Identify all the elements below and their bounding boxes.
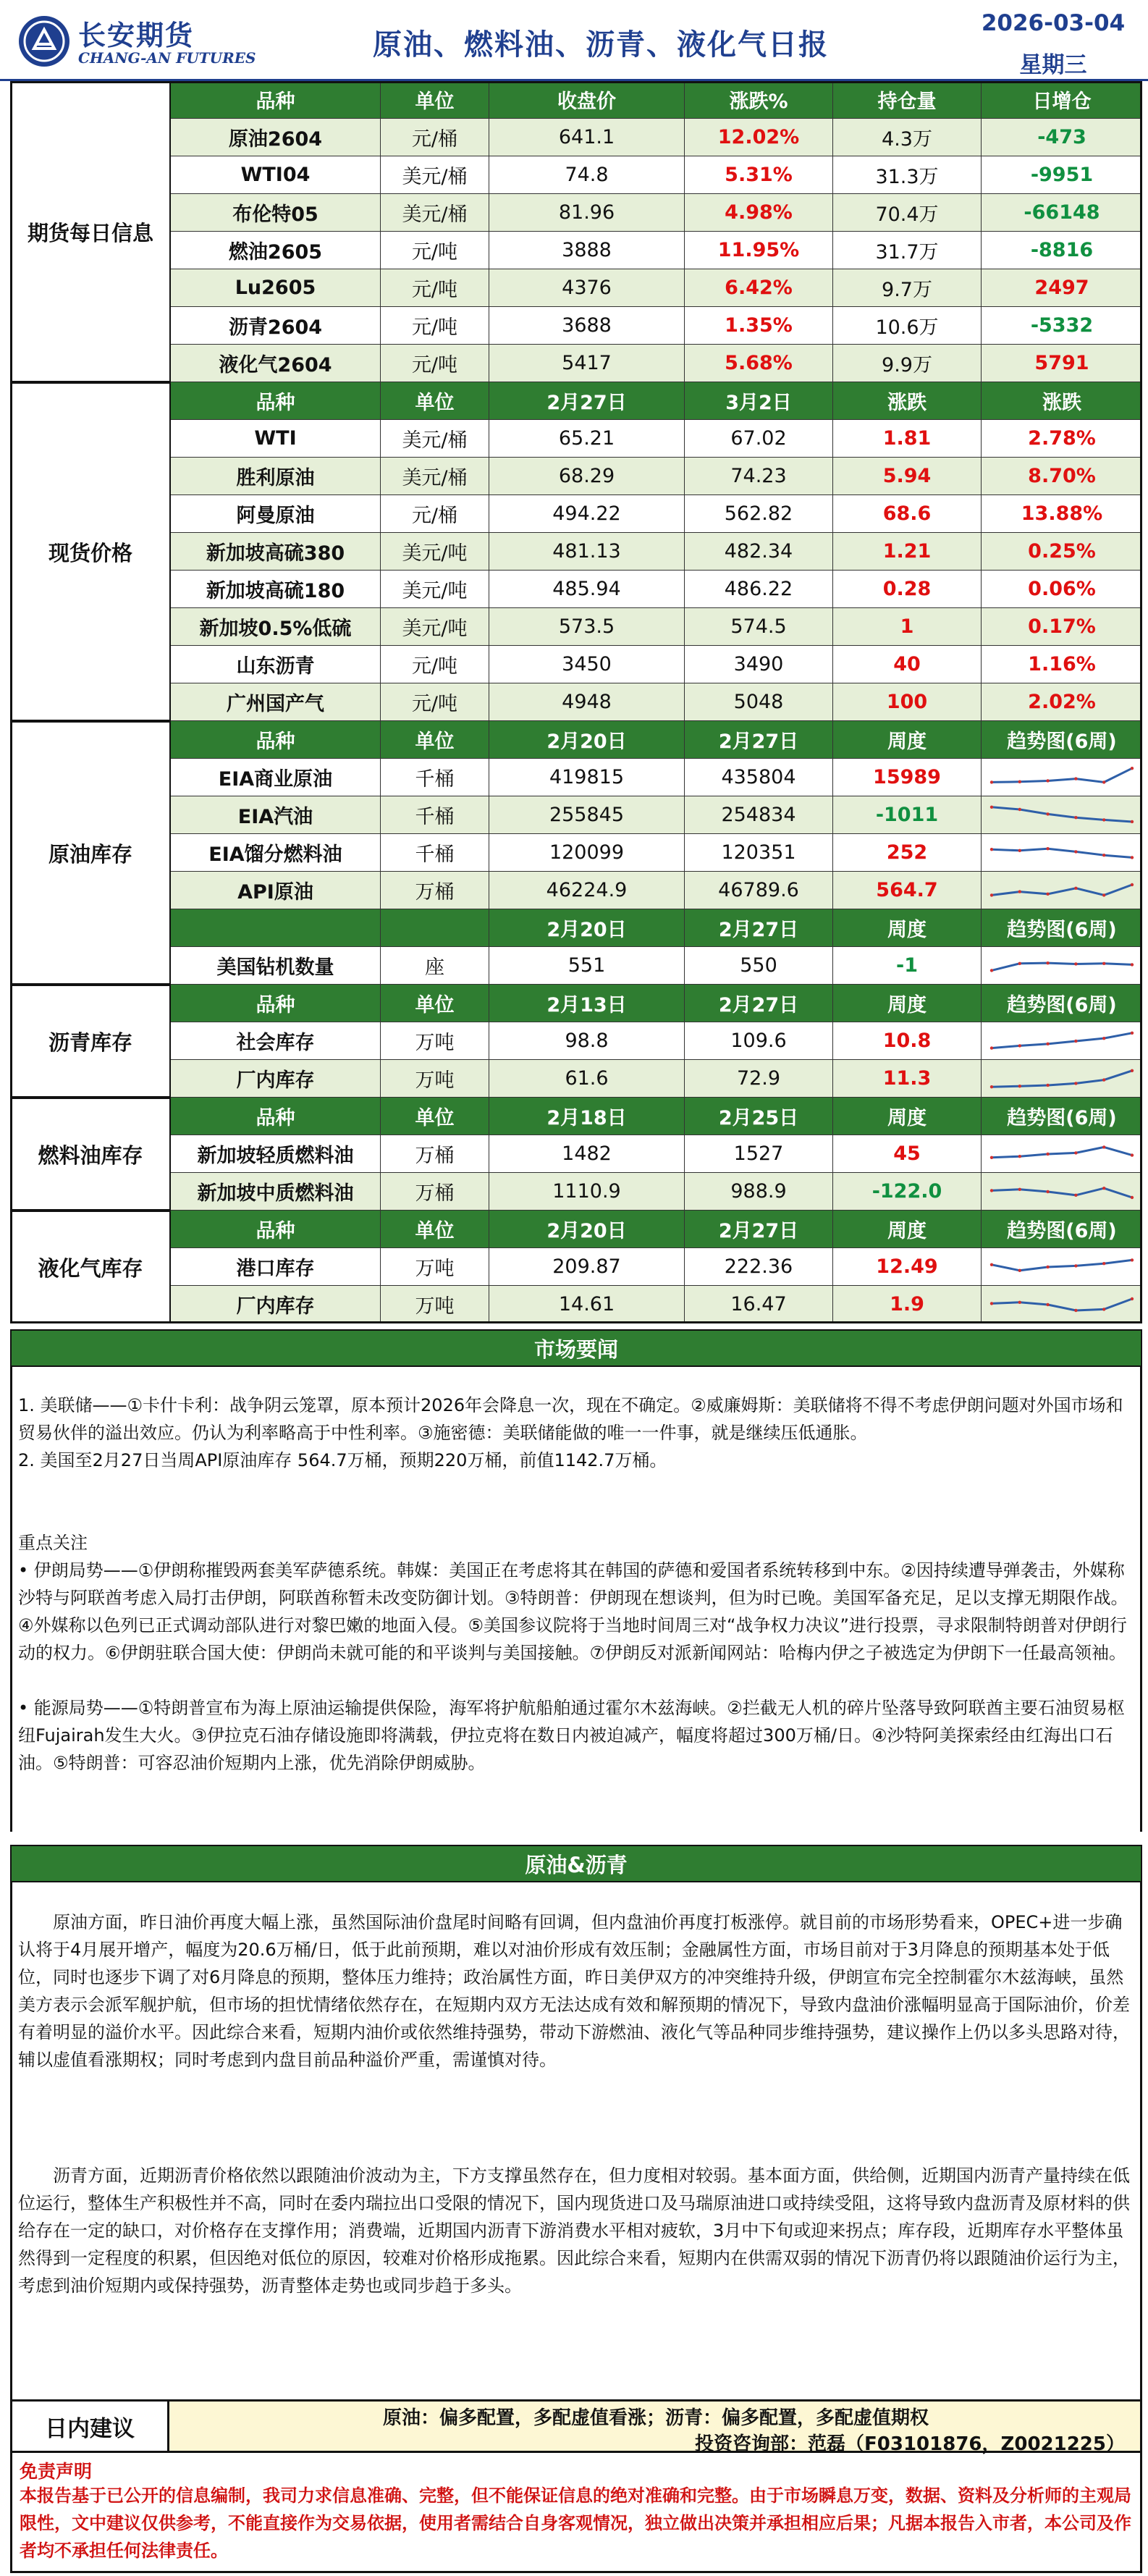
- open-interest: 31.3万: [833, 156, 982, 194]
- inventory-name: API原油: [171, 872, 381, 909]
- section-label-crude-inventory: 原油库存: [10, 721, 171, 985]
- price-change-percent: 2.78%: [982, 420, 1142, 458]
- previous-value: 46224.9: [489, 872, 685, 909]
- column-header: 涨跌: [833, 382, 982, 420]
- price-change: 40: [833, 646, 982, 683]
- daily-oi-change: -473: [982, 119, 1142, 156]
- column-header: 单位: [381, 1211, 489, 1248]
- weekly-change: 15989: [833, 759, 982, 796]
- column-header: 2月25日: [685, 1098, 833, 1135]
- unit: 万桶: [381, 1135, 489, 1173]
- unit: 美元/桶: [381, 420, 489, 458]
- previous-value: 419815: [489, 759, 685, 796]
- current-value: 1527: [685, 1135, 833, 1173]
- current-value: 109.6: [685, 1022, 833, 1060]
- price-change: 1: [833, 608, 982, 646]
- analysis-box: [10, 1882, 1142, 2399]
- section-label-asphalt-inventory: 沥青库存: [10, 985, 171, 1098]
- column-header: 品种: [171, 1098, 381, 1135]
- column-header: 趋势图(6周): [982, 985, 1142, 1022]
- previous-value: 14.61: [489, 1286, 685, 1323]
- inventory-name: EIA馏分燃料油: [171, 834, 381, 872]
- intraday-advice-label: 日内建议: [10, 2399, 169, 2453]
- current-price: 3490: [685, 646, 833, 683]
- price-change: 0.28: [833, 571, 982, 608]
- previous-value: 120099: [489, 834, 685, 872]
- intraday-advice-box: [169, 2399, 1142, 2453]
- weekly-change: 12.49: [833, 1248, 982, 1286]
- column-header: 品种: [171, 721, 381, 759]
- previous-value: 255845: [489, 796, 685, 834]
- column-header: 日增仓: [982, 81, 1142, 119]
- weekly-change: 1.9: [833, 1286, 982, 1323]
- change-percent: 4.98%: [685, 194, 833, 232]
- market-news-box: [10, 1367, 1142, 1832]
- column-header: 周度: [833, 721, 982, 759]
- current-price: 482.34: [685, 533, 833, 571]
- unit: 美元/桶: [381, 156, 489, 194]
- unit: 美元/吨: [381, 571, 489, 608]
- weekly-change: -122.0: [833, 1173, 982, 1211]
- focus-item-energy: • 能源局势——①特朗普宣布为海上原油运输提供保险，海军将护航船舶通过霍尔木兹海峡。②拦截无人机的碎片坠落导致阿联酋主要石油贸易枢纽Fujairah发生大火。③伊拉克石油存储设施即将满载，伊拉克将在数日内被迫减产，幅度将超过300万桶/日。④沙特阿美探索经由红海出口石油。⑤特朗普：可容忍油价短期内上涨，优先消除伊朗威胁。: [18, 1698, 1125, 1773]
- price-change-percent: 13.88%: [982, 495, 1142, 533]
- previous-price: 4948: [489, 683, 685, 721]
- close-price: 3688: [489, 307, 685, 345]
- current-price: 67.02: [685, 420, 833, 458]
- unit: 美元/吨: [381, 533, 489, 571]
- price-change-percent: 0.25%: [982, 533, 1142, 571]
- unit: 元/吨: [381, 307, 489, 345]
- column-header: 2月27日: [685, 909, 833, 947]
- spot-name: 新加坡高硫180: [171, 571, 381, 608]
- column-header: 涨跌%: [685, 81, 833, 119]
- contract-name: 液化气2604: [171, 345, 381, 382]
- price-change-percent: 2.02%: [982, 683, 1142, 721]
- contract-name: 沥青2604: [171, 307, 381, 345]
- daily-oi-change: 5791: [982, 345, 1142, 382]
- previous-price: 65.21: [489, 420, 685, 458]
- inventory-name: 厂内库存: [171, 1060, 381, 1098]
- inventory-name: 港口库存: [171, 1248, 381, 1286]
- change-percent: 6.42%: [685, 269, 833, 307]
- contract-name: WTI04: [171, 156, 381, 194]
- analysis-crude-paragraph: 原油方面，昨日油价再度大幅上涨，虽然国际油价盘尾时间略有回调，但内盘油价再度打板涨停。就目前的市场形势看来，OPEC+进一步确认将于4月展开增产，幅度为20.6万桶/日，低于此前预期，难以对油价形成有效压制；金融属性方面，市场目前对于3月降息的预期基本处于低位，同时也逐步下调了对6月降息的预期，整体压力维持；政治属性方面，昨日美伊双方的冲突维持升级，伊朗宣布完全控制霍尔木兹海峡，虽然美方表示会派军舰护航，但市场的担忧情绪依然存在，在短期内双方无法达成有效和解预期的情况下，导致内盘油价涨幅明显高于国际油价，价差有着明显的溢价水平。因此综合来看，短期内油价或依然维持强势，带动下游燃油、液化气等品种同步维持强势，建议操作上仍以多头思路对待，辅以虚值看涨期权；同时考虑到内盘目前品种溢价严重，需谨慎对待。: [18, 1912, 1130, 2070]
- inventory-name: 新加坡中质燃料油: [171, 1173, 381, 1211]
- report-header: [0, 0, 1148, 81]
- close-price: 5417: [489, 345, 685, 382]
- advice-text: 原油：偏多配置，多配虚值看涨；沥青：偏多配置，多配虚值期权: [382, 2407, 929, 2429]
- column-header: 3月2日: [685, 382, 833, 420]
- contract-name: 燃油2605: [171, 232, 381, 269]
- price-change-percent: 8.70%: [982, 458, 1142, 495]
- analysis-title: 原油&沥青: [10, 1845, 1142, 1882]
- market-news-item: 2. 美国至2月27日当周API原油库存 564.7万桶，预期220万桶，前值1142.7万桶。: [18, 1450, 667, 1470]
- open-interest: 10.6万: [833, 307, 982, 345]
- column-header: 2月27日: [685, 1211, 833, 1248]
- close-price: 4376: [489, 269, 685, 307]
- column-header: 趋势图(6周): [982, 909, 1142, 947]
- inventory-name: EIA汽油: [171, 796, 381, 834]
- weekly-change: -1011: [833, 796, 982, 834]
- column-header: 趋势图(6周): [982, 1211, 1142, 1248]
- unit: 元/吨: [381, 232, 489, 269]
- daily-oi-change: -9951: [982, 156, 1142, 194]
- weekly-change: 252: [833, 834, 982, 872]
- current-value: 72.9: [685, 1060, 833, 1098]
- column-header: 周度: [833, 1098, 982, 1135]
- previous-price: 3450: [489, 646, 685, 683]
- unit: 万吨: [381, 1248, 489, 1286]
- section-label-spot: 现货价格: [10, 382, 171, 721]
- change-percent: 5.68%: [685, 345, 833, 382]
- unit: 元/吨: [381, 646, 489, 683]
- spot-name: 山东沥青: [171, 646, 381, 683]
- price-change-percent: 0.06%: [982, 571, 1142, 608]
- previous-value: 61.6: [489, 1060, 685, 1098]
- column-header: 2月27日: [685, 985, 833, 1022]
- column-header: 2月20日: [489, 721, 685, 759]
- close-price: 3888: [489, 232, 685, 269]
- weekly-change: 564.7: [833, 872, 982, 909]
- column-header: 2月20日: [489, 909, 685, 947]
- report-date: 2026-03-04: [981, 10, 1126, 36]
- column-header: 品种: [171, 985, 381, 1022]
- unit: 万吨: [381, 1060, 489, 1098]
- unit: 千桶: [381, 759, 489, 796]
- column-header: 周度: [833, 985, 982, 1022]
- change-percent: 11.95%: [685, 232, 833, 269]
- column-header: 品种: [171, 81, 381, 119]
- unit: 元/桶: [381, 119, 489, 156]
- spot-name: 广州国产气: [171, 683, 381, 721]
- column-header: 周度: [833, 909, 982, 947]
- unit: 元/吨: [381, 683, 489, 721]
- current-value: 988.9: [685, 1173, 833, 1211]
- focus-item-iran: • 伊朗局势——①伊朗称摧毁两套美军萨德系统。韩媒：美国正在考虑将其在韩国的萨德和爱国者系统转移到中东。②因持续遭导弹袭击，外媒称沙特与阿联酋考虑入局打击伊朗，阿联酋称暂未改变防御计划。③特朗普：伊朗现在想谈判，但为时已晚。美国军备充足，足以支撑无期限作战。④外媒称以色列已正式调动部队进行对黎巴嫩的地面入侵。⑤美国参议院将于当地时间周三对“战争权力决议”进行投票，寻求限制特朗普对伊朗行动的权力。⑥伊朗驻联合国大使：伊朗尚未就可能的和平谈判与美国接触。⑦伊朗反对派新闻网站：哈梅内伊之子被选定为伊朗下一任最高领袖。: [18, 1560, 1128, 1663]
- weekly-change: 11.3: [833, 1060, 982, 1098]
- inventory-name: 社会库存: [171, 1022, 381, 1060]
- column-header: 2月27日: [685, 721, 833, 759]
- section-label-lpg-inventory: 液化气库存: [10, 1211, 171, 1323]
- daily-oi-change: -8816: [982, 232, 1142, 269]
- column-header: 单位: [381, 1098, 489, 1135]
- open-interest: 9.9万: [833, 345, 982, 382]
- page-title: 原油、燃料油、沥青、液化气日报: [373, 28, 829, 62]
- previous-price: 485.94: [489, 571, 685, 608]
- current-value: 120351: [685, 834, 833, 872]
- unit: 万桶: [381, 872, 489, 909]
- price-change: 1.81: [833, 420, 982, 458]
- open-interest: 70.4万: [833, 194, 982, 232]
- current-price: 574.5: [685, 608, 833, 646]
- column-header: 趋势图(6周): [982, 721, 1142, 759]
- unit: 座: [381, 947, 489, 985]
- weekly-change: 45: [833, 1135, 982, 1173]
- current-price: 5048: [685, 683, 833, 721]
- spot-name: 阿曼原油: [171, 495, 381, 533]
- unit: 美元/吨: [381, 608, 489, 646]
- previous-value: 551: [489, 947, 685, 985]
- column-header: 持仓量: [833, 81, 982, 119]
- spot-name: 新加坡0.5%低硫: [171, 608, 381, 646]
- unit: 元/吨: [381, 269, 489, 307]
- rig-name: 美国钻机数量: [171, 947, 381, 985]
- column-header: 单位: [381, 985, 489, 1022]
- logo-english-name: CHANG-AN FUTURES: [78, 49, 256, 67]
- section-label-futures: 期货每日信息: [10, 81, 171, 382]
- previous-price: 494.22: [489, 495, 685, 533]
- company-logo-icon: [19, 16, 69, 67]
- current-price: 486.22: [685, 571, 833, 608]
- disclaimer-text: 本报告基于已公开的信息编制，我司力求信息准确、完整，但不能保证信息的绝对准确和完整。由于市场瞬息万变，数据、资料及分析师的主观局限性，文中建议仅供参考，不能直接作为交易依据，使用者需结合自身客观情况，独立做出决策并承担相应后果；凡据本报告入市者，本公司及作者均不承担任何法律责任。: [20, 2485, 1131, 2561]
- price-change: 68.6: [833, 495, 982, 533]
- inventory-name: 厂内库存: [171, 1286, 381, 1323]
- disclaimer-title: 免责声明: [20, 2461, 93, 2482]
- column-header: 2月13日: [489, 985, 685, 1022]
- unit: 万吨: [381, 1286, 489, 1323]
- unit: 千桶: [381, 834, 489, 872]
- focus-title: 重点关注: [18, 1533, 88, 1553]
- contract-name: 原油2604: [171, 119, 381, 156]
- column-header: 2月18日: [489, 1098, 685, 1135]
- change-percent: 5.31%: [685, 156, 833, 194]
- daily-oi-change: 2497: [982, 269, 1142, 307]
- price-change-percent: 0.17%: [982, 608, 1142, 646]
- inventory-name: 新加坡轻质燃料油: [171, 1135, 381, 1173]
- previous-price: 481.13: [489, 533, 685, 571]
- price-change: 1.21: [833, 533, 982, 571]
- analysis-asphalt-paragraph: 沥青方面，近期沥青价格依然以跟随油价波动为主，下方支撑虽然存在，但力度相对较弱。基本面方面，供给侧，近期国内沥青产量持续在低位运行，整体生产积极性并不高，同时在委内瑞拉出口受限的情况下，国内现货进口及马瑞原油进口或持续受阻，这将导致内盘沥青及原材料的供给存在一定的缺口，对价格存在支撑作用；消费端，近期国内沥青下游消费水平相对疲软，3月中下旬或迎来拐点；库存段，近期库存水平整体虽然得到一定程度的积累，但因绝对低位的原因，较难对价格形成拖累。因此综合来看，短期内在供需双弱的情况下沥青仍将以跟随油价运行为主，考虑到油价短期内或保持强势，沥青整体走势也或同步趋于多头。: [18, 2165, 1130, 2296]
- market-news-title: 市场要闻: [10, 1329, 1142, 1367]
- previous-price: 68.29: [489, 458, 685, 495]
- spot-name: WTI: [171, 420, 381, 458]
- unit: 美元/桶: [381, 194, 489, 232]
- previous-value: 209.87: [489, 1248, 685, 1286]
- price-change: 100: [833, 683, 982, 721]
- close-price: 81.96: [489, 194, 685, 232]
- contract-name: 布伦特05: [171, 194, 381, 232]
- price-change-percent: 1.16%: [982, 646, 1142, 683]
- tables-frame: [10, 81, 1142, 1323]
- current-value: 222.36: [685, 1248, 833, 1286]
- open-interest: 31.7万: [833, 232, 982, 269]
- column-header: 单位: [381, 382, 489, 420]
- column-header: 品种: [171, 1211, 381, 1248]
- unit: 千桶: [381, 796, 489, 834]
- previous-price: 573.5: [489, 608, 685, 646]
- previous-value: 1482: [489, 1135, 685, 1173]
- change-percent: 12.02%: [685, 119, 833, 156]
- open-interest: 9.7万: [833, 269, 982, 307]
- weekly-change: 10.8: [833, 1022, 982, 1060]
- spot-name: 胜利原油: [171, 458, 381, 495]
- section-label-fuel-inventory: 燃料油库存: [10, 1098, 171, 1211]
- current-price: 74.23: [685, 458, 833, 495]
- current-value: 16.47: [685, 1286, 833, 1323]
- unit: 万桶: [381, 1173, 489, 1211]
- close-price: 641.1: [489, 119, 685, 156]
- weekly-change: -1: [833, 947, 982, 985]
- daily-oi-change: -5332: [982, 307, 1142, 345]
- contract-name: Lu2605: [171, 269, 381, 307]
- daily-oi-change: -66148: [982, 194, 1142, 232]
- column-header: 品种: [171, 382, 381, 420]
- column-header: 周度: [833, 1211, 982, 1248]
- spot-name: 新加坡高硫380: [171, 533, 381, 571]
- previous-value: 1110.9: [489, 1173, 685, 1211]
- current-value: 46789.6: [685, 872, 833, 909]
- current-value: 550: [685, 947, 833, 985]
- logo-chinese-name: 长安期货: [78, 20, 195, 51]
- close-price: 74.8: [489, 156, 685, 194]
- current-value: 435804: [685, 759, 833, 796]
- market-news-item: 1. 美联储——①卡什卡利：战争阴云笼罩，原本预计2026年会降息一次，现在不确定。②威廉姆斯：美联储将不得不考虑伊朗问题对外国市场和贸易伙伴的溢出效应。仍认为利率略高于中性利率。③施密德：美联储能做的唯一一件事，就是继续压低通胀。: [18, 1395, 1123, 1443]
- price-change: 5.94: [833, 458, 982, 495]
- disclaimer-box: [10, 2453, 1142, 2573]
- column-header: 涨跌: [982, 382, 1142, 420]
- current-price: 562.82: [685, 495, 833, 533]
- report-weekday: 星期三: [1019, 52, 1087, 78]
- current-value: 254834: [685, 796, 833, 834]
- column-header: 2月27日: [489, 382, 685, 420]
- previous-value: 98.8: [489, 1022, 685, 1060]
- advisor-info: 投资咨询部：范磊（F03101876，Z0021225）: [695, 2433, 1125, 2455]
- column-header: 单位: [381, 81, 489, 119]
- column-header: 单位: [381, 721, 489, 759]
- unit: 万吨: [381, 1022, 489, 1060]
- unit: 美元/桶: [381, 458, 489, 495]
- change-percent: 1.35%: [685, 307, 833, 345]
- column-header: 收盘价: [489, 81, 685, 119]
- open-interest: 4.3万: [833, 119, 982, 156]
- unit: 元/桶: [381, 495, 489, 533]
- unit: 元/吨: [381, 345, 489, 382]
- column-header: 趋势图(6周): [982, 1098, 1142, 1135]
- column-header: 2月20日: [489, 1211, 685, 1248]
- inventory-name: EIA商业原油: [171, 759, 381, 796]
